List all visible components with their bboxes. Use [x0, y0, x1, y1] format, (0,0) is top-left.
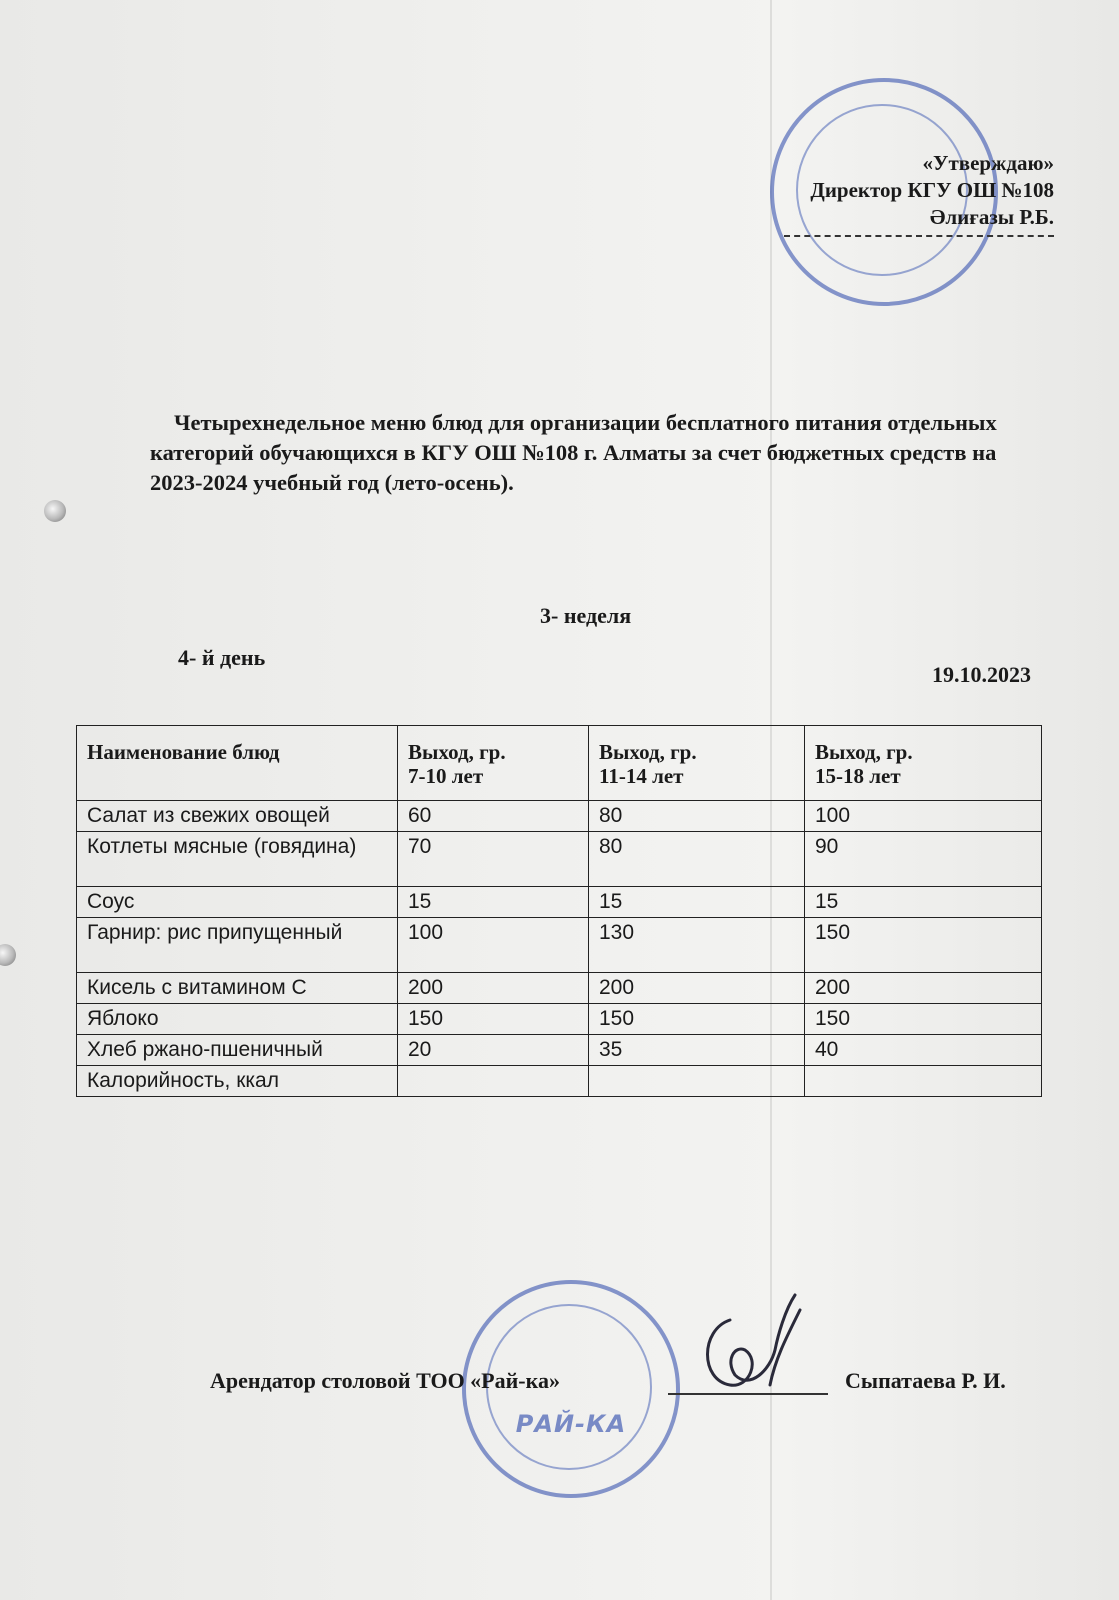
yield-7-10: 15	[398, 887, 589, 918]
yield-15-18: 40	[805, 1035, 1042, 1066]
yield-7-10	[398, 1066, 589, 1097]
approval-name: Әлиғазы Р.Б.	[929, 205, 1054, 229]
yield-15-18: 200	[805, 973, 1042, 1004]
yield-15-18: 15	[805, 887, 1042, 918]
yield-7-10: 70	[398, 832, 589, 887]
dish-name: Кисель с витамином С	[77, 973, 398, 1004]
menu-table	[76, 725, 1042, 1097]
dish-name: Гарнир: рис припущенный	[77, 918, 398, 973]
handwritten-signature	[690, 1290, 810, 1410]
yield-7-10: 150	[398, 1004, 589, 1035]
header-yield-15-18-text: Выход, гр. 15-18 лет	[815, 740, 913, 788]
yield-11-14: 150	[589, 1004, 805, 1035]
company-seal-text: РАЙ-КА	[515, 1410, 627, 1438]
yield-11-14	[589, 1066, 805, 1097]
dish-name: Соус	[77, 887, 398, 918]
yield-11-14: 80	[589, 801, 805, 832]
yield-7-10: 60	[398, 801, 589, 832]
table-row	[77, 832, 1042, 887]
header-yield-15-18	[805, 726, 1042, 801]
yield-15-18: 90	[805, 832, 1042, 887]
dish-name: Калорийность, ккал	[77, 1066, 398, 1097]
yield-7-10: 200	[398, 973, 589, 1004]
dish-name: Котлеты мясные (говядина)	[77, 832, 398, 887]
yield-11-14: 130	[589, 918, 805, 973]
day-label: 4- й день	[178, 645, 266, 670]
week-label: 3- неделя	[540, 603, 632, 628]
table-row	[77, 801, 1042, 832]
menu-date: 19.10.2023	[932, 662, 1031, 687]
header-yield-7-10	[398, 726, 589, 801]
yield-15-18: 100	[805, 801, 1042, 832]
header-yield-11-14-text: Выход, гр. 11-14 лет	[599, 740, 697, 788]
table-row	[77, 1035, 1042, 1066]
table-row	[77, 918, 1042, 973]
table-row	[77, 1066, 1042, 1097]
document-title: Четырехнедельное меню блюд для организации бесплатного питания отдельных категорий обучающихся в КГУ ОШ №108 г. Алматы за счет бюджетных средств на 2023-2024 учебный год (лето-осень).	[150, 410, 997, 495]
header-yield-11-14	[589, 726, 805, 801]
yield-11-14: 200	[589, 973, 805, 1004]
yield-15-18	[805, 1066, 1042, 1097]
yield-7-10: 20	[398, 1035, 589, 1066]
dish-name: Яблоко	[77, 1004, 398, 1035]
table-row	[77, 887, 1042, 918]
header-dish-name: Наименование блюд	[77, 726, 398, 801]
approval-signature-line	[784, 235, 1054, 237]
yield-11-14: 80	[589, 832, 805, 887]
table-row	[77, 973, 1042, 1004]
footer-name: Сыпатаева Р. И.	[845, 1368, 1006, 1393]
yield-7-10: 100	[398, 918, 589, 973]
approval-position: Директор КГУ ОШ №108	[810, 178, 1054, 202]
dish-name: Хлеб ржано-пшеничный	[77, 1035, 398, 1066]
header-yield-7-10-text: Выход, гр. 7-10 лет	[408, 740, 506, 788]
table-row	[77, 1004, 1042, 1035]
footer-label: Арендатор столовой ТОО «Рай-ка»	[210, 1368, 560, 1393]
yield-15-18: 150	[805, 918, 1042, 973]
punch-hole-top	[44, 500, 66, 522]
approval-block	[784, 150, 1054, 237]
yield-15-18: 150	[805, 1004, 1042, 1035]
dish-name: Салат из свежих овощей	[77, 801, 398, 832]
yield-11-14: 15	[589, 887, 805, 918]
yield-11-14: 35	[589, 1035, 805, 1066]
table-header-row	[77, 726, 1042, 801]
approval-label: «Утверждаю»	[922, 151, 1054, 175]
